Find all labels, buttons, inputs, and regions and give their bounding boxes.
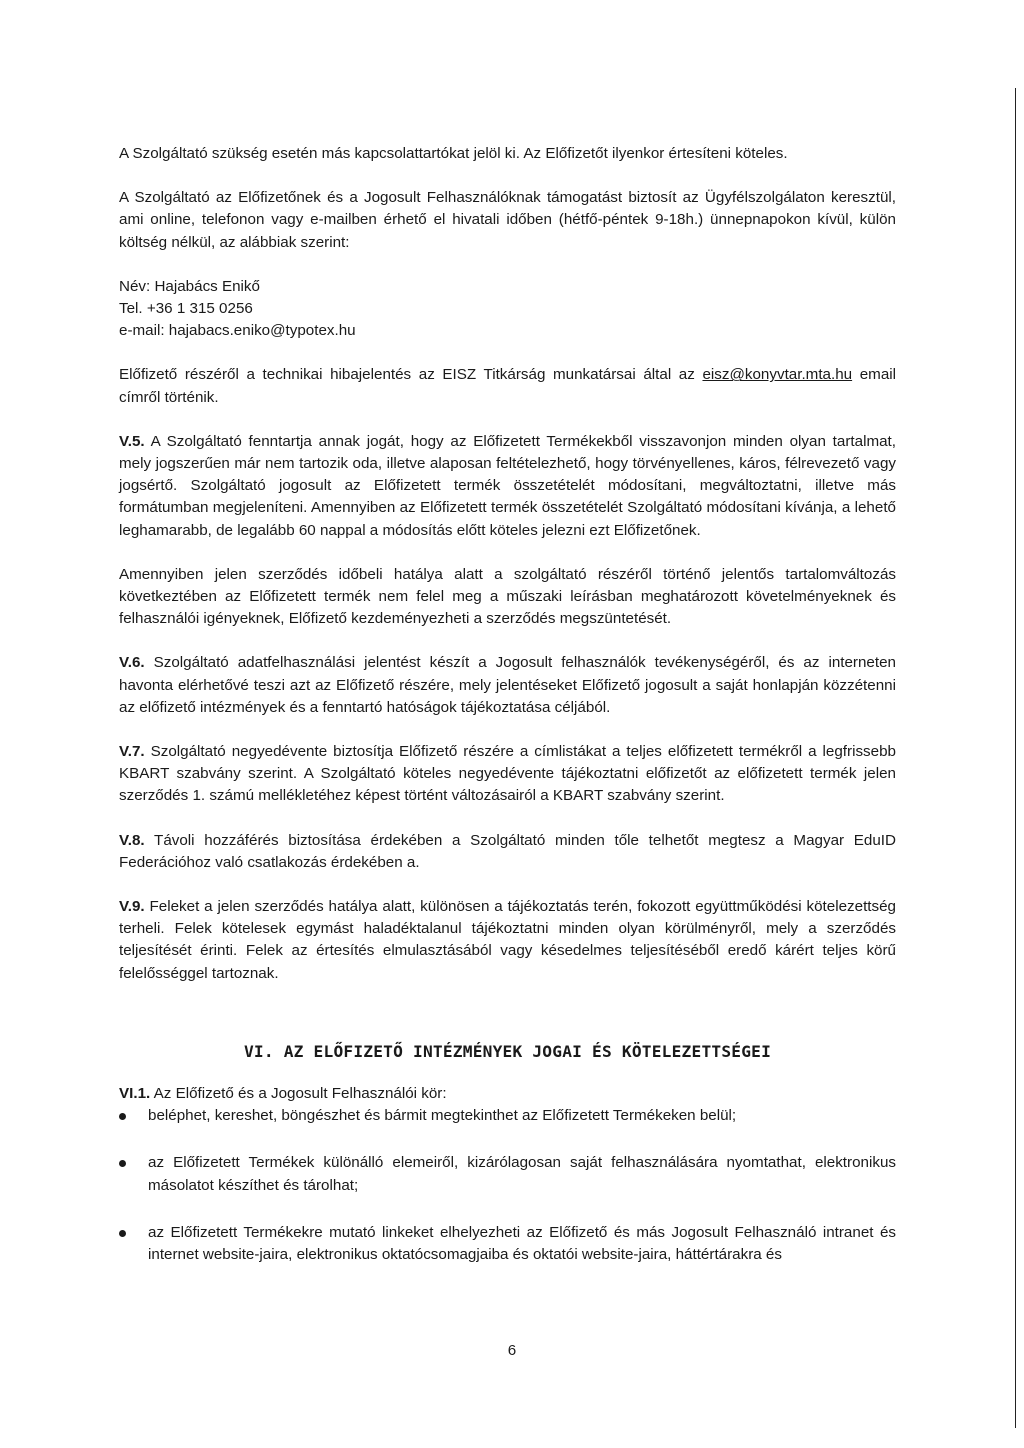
paragraph-error-report — [119, 364, 896, 408]
section-text: Szolgáltató negyedévente biztosítja Előfizető részére a címlistákat a teljes előfizetett termékről a legfrissebb KBART szabvány szerint. A Szolgáltató köteles negyedévente tájékoztatni előfizetőt az előfizetett termék jelen szerződés 1. számú mellékletéhez képest történt változásairól a KBART szabvány szerint. — [119, 743, 896, 805]
section-text: Távoli hozzáférés biztosítása érdekében a Szolgáltató minden tőle telhetőt megtesz a Magyar EduID Federációhoz való csatlakozás érdekében a. — [119, 831, 896, 871]
section-vi1 — [119, 1083, 896, 1105]
list-item — [119, 1152, 896, 1196]
rights-list — [119, 1105, 896, 1266]
section-text: Amennyiben jelen szerződés időbeli hatálya alatt a szolgáltató részéről történő jelentős tartalomváltozás következtében az Előfizetett termék nem felel meg a műszaki leírásban meghatározott követelményeknek és felhasználói igényeknek, Előfizető kezdeményezheti a szerződés megszüntetését. — [119, 565, 896, 628]
section-number: V.8. — [119, 831, 145, 849]
list-item-text: az Előfizetett Termékek különálló elemeiről, kizárólagosan saját felhasználására nyomtathat, elektronikus másolatot készíthet és tárolhat; — [148, 1154, 896, 1194]
list-item-text: az Előfizetett Termékekre mutató linkeket elhelyezheti az Előfizető és más Jogosult Felhasználó intranet és internet website-jaira, elektronikus oktatócsomagjaiba és oktatói website-jaira, háttértárakra és — [148, 1223, 896, 1263]
bullet-icon — [119, 1113, 126, 1120]
list-item — [119, 1222, 896, 1266]
chapter-title: VI. AZ ELŐFIZETŐ INTÉZMÉNYEK JOGAI ÉS KÖTELEZETTSÉGEI — [243, 1041, 772, 1061]
section-text: Az Előfizető és a Jogosult Felhasználói kör: — [153, 1084, 447, 1102]
section-v9 — [119, 896, 896, 985]
document-body — [119, 143, 896, 1266]
section-number: V.9. — [119, 898, 145, 916]
scan-edge-line — [1015, 88, 1016, 1428]
contact-phone: Tel. +36 1 315 0256 — [119, 300, 253, 318]
contact-block — [119, 276, 896, 343]
list-item — [119, 1105, 896, 1127]
error-report-text-before: Előfizető részéről a technikai hibajelentés az EISZ Titkárság munkatársai által az — [119, 366, 703, 384]
section-v6 — [119, 652, 896, 719]
bullet-icon — [119, 1160, 126, 1167]
section-number: V.5. — [119, 432, 145, 450]
section-v7 — [119, 741, 896, 808]
error-report-text-after: email címről történik. — [119, 366, 897, 406]
section-text: A Szolgáltató fenntartja annak jogát, hogy az Előfizetett Termékekből visszavonjon minden olyan tartalmat, mely jogszerűen már nem tartozik oda, illetve alaposan feltételezhető, hogy törvényellenes, káros, félrevezető vagy jogsértő. Szolgáltató jogosult az Előfizetett termék összetételét módosítani, megváltoztatni, illetve más formátumban megjeleníteni. Amennyiben az Előfizetett termék összetételét Szolgáltató módosítani kívánja, a lehető leghamarabb, de legalább 60 nappal a módosítás előtt köteles jelezni ezt Előfizetőnek. — [119, 432, 896, 539]
section-v5-continued — [119, 564, 896, 631]
section-v8 — [119, 830, 896, 874]
section-number: VI.1. — [119, 1084, 151, 1102]
section-number: V.6. — [119, 654, 145, 672]
contact-name: Név: Hajabács Enikő — [119, 277, 260, 295]
bullet-icon — [119, 1230, 126, 1237]
section-number: V.7. — [119, 743, 145, 761]
paragraph-support: A Szolgáltató az Előfizetőnek és a Jogosult Felhasználóknak támogatást biztosít az Ügyfélszolgálaton keresztül, ami online, telefonon vagy e-mailben érhető el hivatali időben (hétfő-péntek 9-18h.) ünnepnapokon kívül, külön költség nélkül, az alábbiak szerint: — [119, 189, 896, 251]
contact-email: e-mail: hajabacs.eniko@typotex.hu — [119, 322, 356, 340]
page-number: 6 — [507, 1342, 517, 1359]
section-v5 — [119, 431, 896, 542]
eisz-email-link[interactable]: eisz@konyvtar.mta.hu — [702, 366, 853, 384]
section-text: Szolgáltató adatfelhasználási jelentést készít a Jogosult felhasználók tevékenységéről, és az interneten havonta elérhetővé teszi azt az Előfizető részére, mely jelentéseket Előfizető jogosult a saját honlapján közzétenni az előfizető intézmények és a fenntartó hatóságok tájékoztatása céljából. — [119, 654, 896, 716]
paragraph-contact-change: A Szolgáltató szükség esetén más kapcsolattartókat jelöl ki. Az Előfizetőt ilyenkor értesíteni köteles. — [119, 145, 788, 162]
list-item-text: beléphet, kereshet, böngészhet és bármit megtekinthet az Előfizetett Termékeken belül; — [148, 1107, 737, 1125]
section-text: Feleket a jelen szerződés hatálya alatt, különösen a tájékoztatás terén, fokozott együttműködési kötelezettség terheli. Felek kötelesek egymást haladéktalanul tájékoztatni minden olyan körülményről, mely a szerződés teljesítését érinti. Felek az értesítés elmulasztásából vagy késedelmes teljesítéséből eredő kárért teljes körű felelősséggel tartoznak. — [119, 898, 896, 982]
